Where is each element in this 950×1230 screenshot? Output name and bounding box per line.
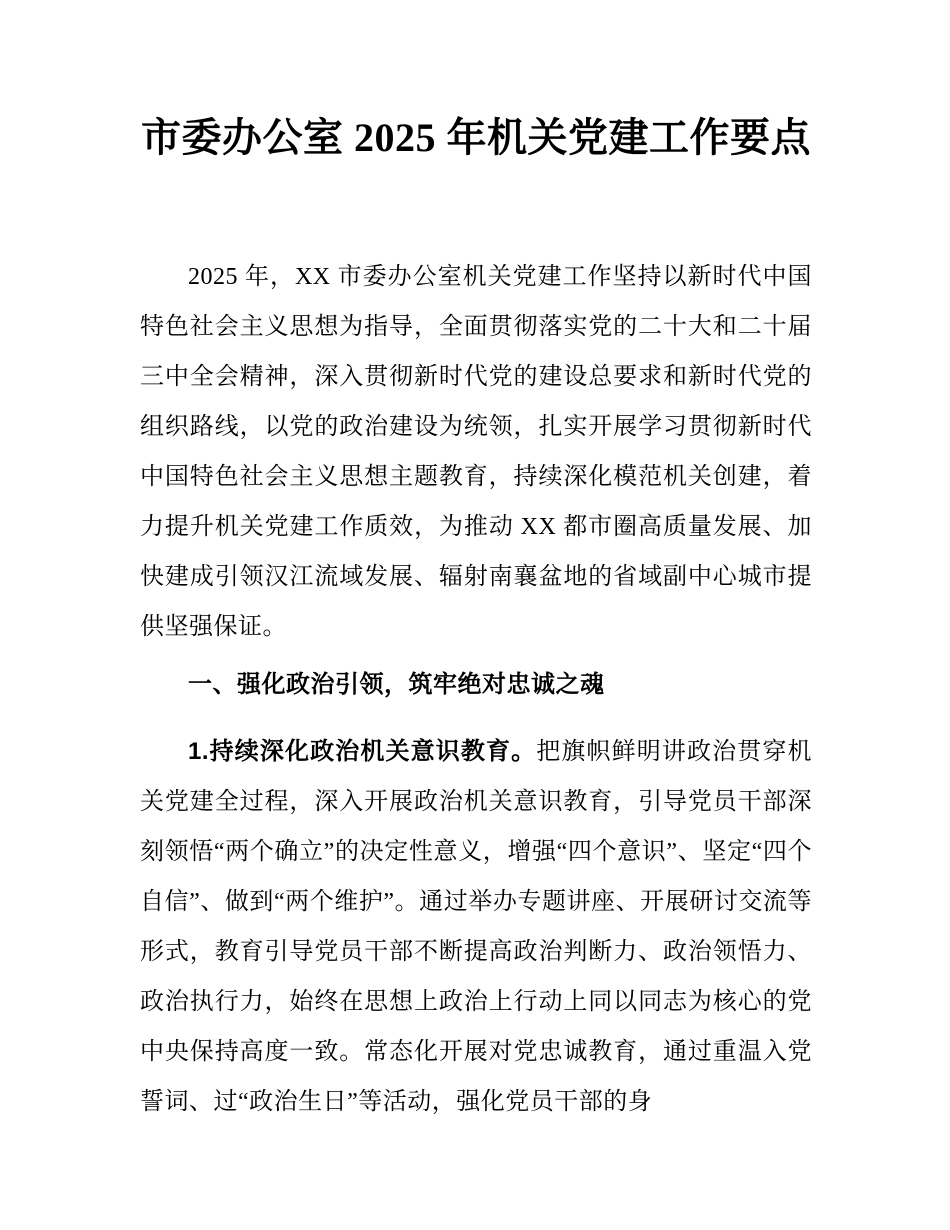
document-title: 市委办公室 2025 年机关党建工作要点 [141, 115, 811, 160]
section-1-heading: 一、强化政治引领，筑牢绝对忠诚之魂 [188, 671, 605, 698]
section-1-item-1 [140, 727, 812, 1127]
intro-paragraph: 2025 年，XX 市委办公室机关党建工作坚持以新时代中国特色社会主义思想为指导，全面贯彻落实党的二十大和二十届三中全会精神，深入贯彻新时代党的建设总要求和新时代党的组织路线，以党的政治建设为统领，扎实开展学习贯彻新时代中国特色社会主义思想主题教育，持续深化模范机关创建，着力提升机关党建工作质效，为推动 XX 都市圈高质量发展、加快建成引领汉江流域发展、辐射南襄盆地的省域副中心城市提供坚强保证。 [140, 264, 812, 640]
item-1-lead-text: 1.持续深化政治机关意识教育。 [188, 738, 537, 765]
item-1-body-text: 把旗帜鲜明讲政治贯穿机关党建全过程，深入开展政治机关意识教育，引导党员干部深刻领悟“两个确立”的决定性意义，增强“四个意识”、坚定“四个自信”、做到“两个维护”。通过举办专题讲座、开展研讨交流等形式，教育引导党员干部不断提高政治判断力、政治领悟力、政治执行力，始终在思想上政治上行动上同以同志为核心的党中央保持高度一致。常态化开展对党忠诚教育，通过重温入党誓词、过“政治生日”等活动，强化党员干部的身 [140, 739, 813, 1115]
